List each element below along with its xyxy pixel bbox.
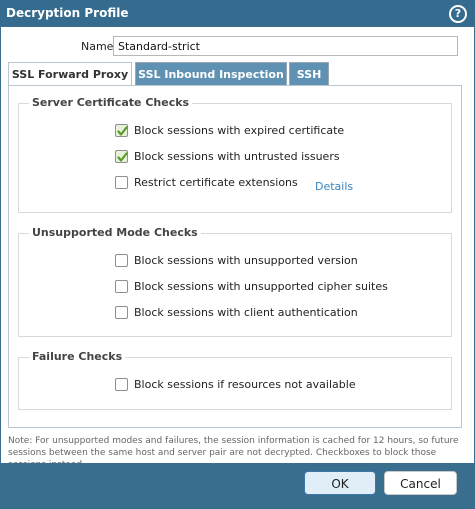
tab-ssh[interactable]: SSH: [289, 62, 329, 85]
failure-checks-group: [18, 350, 452, 410]
client-authentication-checkbox[interactable]: [115, 306, 128, 319]
unsupported-version-checkbox[interactable]: [115, 254, 128, 267]
server-certificate-checks-group: [18, 96, 452, 213]
expired-certificate-checkbox[interactable]: [115, 124, 128, 137]
unsupported-mode-checks-group: [18, 226, 452, 337]
help-icon[interactable]: ?: [449, 5, 467, 23]
checkbox-label: Restrict certificate extensions: [134, 176, 298, 189]
checkmark-icon: [116, 125, 129, 138]
ok-button[interactable]: OK: [304, 471, 376, 495]
restrict-certificate-extensions-checkbox[interactable]: [115, 176, 128, 189]
tab-ssl-forward-proxy[interactable]: SSL Forward Proxy: [8, 62, 132, 87]
name-input[interactable]: [113, 36, 458, 56]
group-title: Failure Checks: [29, 350, 125, 363]
checkbox-label: Block sessions with unsupported cipher suites: [134, 280, 388, 293]
checkmark-icon: [116, 151, 129, 164]
tab-ssl-inbound-inspection[interactable]: SSL Inbound Inspection: [135, 62, 287, 85]
unsupported-cipher-suites-checkbox[interactable]: [115, 280, 128, 293]
resources-not-available-checkbox[interactable]: [115, 378, 128, 391]
title-bar: [0, 0, 475, 26]
cache-note: Note: For unsupported modes and failures, the session information is cached for 12 hours, so future sessions between the same host and server pair are not decrypted. Checkboxes to block those: [8, 436, 459, 458]
name-label: Name: [81, 40, 114, 53]
untrusted-issuers-checkbox[interactable]: [115, 150, 128, 163]
group-title: Unsupported Mode Checks: [29, 226, 201, 239]
checkbox-label: Block sessions with expired certificate: [134, 124, 345, 137]
checkbox-label: Block sessions with untrusted issuers: [134, 150, 340, 163]
group-title: Server Certificate Checks: [29, 96, 192, 109]
checkbox-label: Block sessions with unsupported version: [134, 254, 358, 267]
dialog-title: Decryption Profile: [6, 6, 129, 20]
tab-panel: [8, 85, 462, 428]
checkbox-label: Block sessions with client authentication: [134, 306, 358, 319]
checkbox-label: Block sessions if resources not available: [134, 378, 356, 391]
details-link[interactable]: Details: [315, 180, 354, 193]
cancel-button[interactable]: Cancel: [384, 471, 457, 495]
